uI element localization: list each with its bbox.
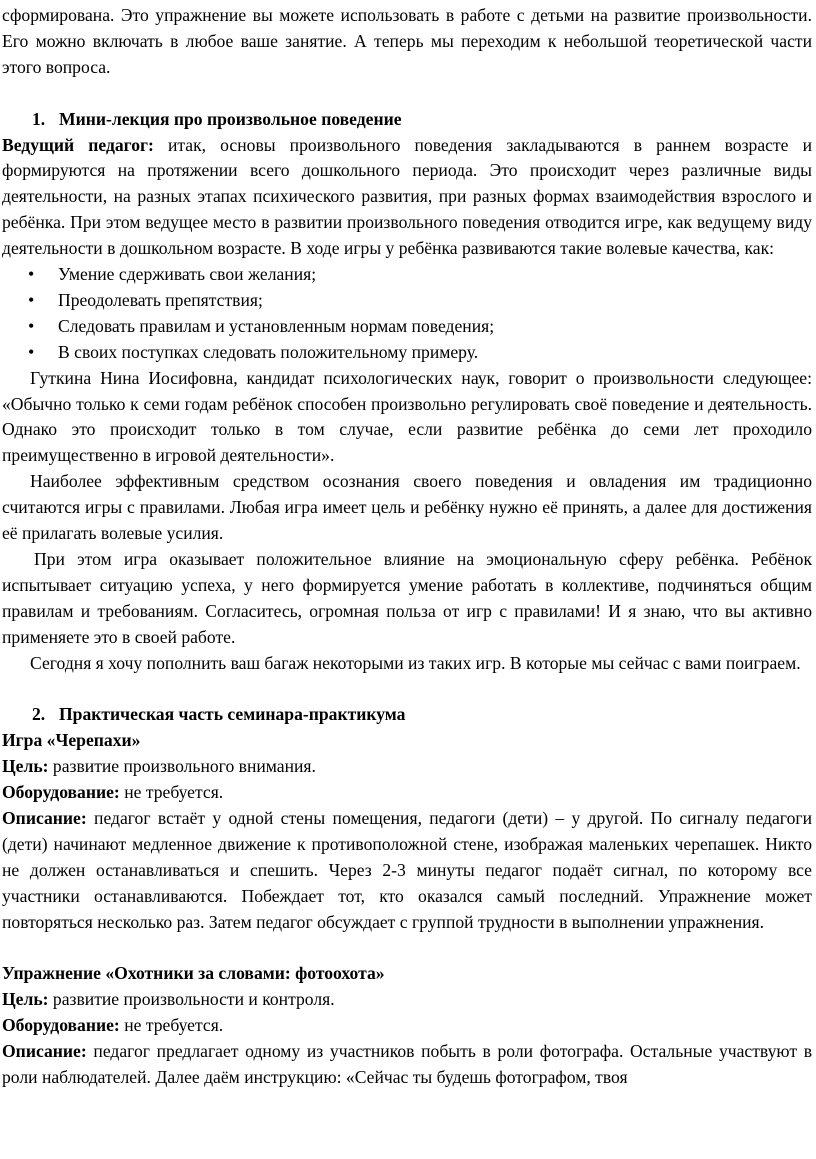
list-item: • Следовать правилам и установленным нормам поведения; [2, 314, 812, 340]
spacer [2, 677, 812, 703]
list-item: • В своих поступках следовать положительному примеру. [2, 340, 812, 366]
lead-paragraph [2, 133, 812, 263]
description-text: педагог встаёт у одной стены помещения, педагоги (дети) – у другой. По сигналу педагоги (дети) начинают медленное движение к противоположной стене, изображая маленьких черепашек. Никто не должен останавливаться и спешить. Через 2-3 минуты педагог подаёт сигнал, по которому все участники останавливаются. Побеждает тот, кто оказался самый последний. Упражнение может повторяться несколько раз. Затем педагог обсуждает с группой трудности в выполнении упражнения. [2, 808, 812, 932]
game-1-goal [2, 754, 812, 780]
equipment-text: не требуется. [119, 782, 224, 803]
game-2-description [2, 1039, 812, 1091]
game-2-title-text: Упражнение «Охотники за словами: фотоохота» [2, 963, 385, 984]
description-text: педагог предлагает одному из участников побыть в роли фотографа. Остальные участвуют в роли наблюдателей. Далее даём инструкцию: «Сейчас ты будешь фотографом, твоя [2, 1041, 812, 1088]
goal-label: Цель: [2, 756, 49, 777]
game-1-description [2, 806, 812, 936]
goal-label: Цель: [2, 989, 49, 1010]
lead-text: итак, основы произвольного поведения закладываются в раннем возрасте и формируются на протяжении всего дошкольного периода. Это происходит через различные виды деятельности, на разных этапах психического развития, при разных формах взаимодействия взрослого и ребёнка. При этом ведущее место в развитии произвольного поведения отводится игре, как ведущему виду деятельности в дошкольном возрасте. В ходе игры у ребёнка развиваются такие волевые качества, как: [2, 134, 812, 259]
today-paragraph: Сегодня я хочу пополнить ваш багаж некоторыми из таких игр. В которые мы сейчас с вами поиграем. [30, 652, 801, 673]
section-2-heading [2, 702, 812, 728]
speaker-label: Ведущий педагог: [2, 134, 154, 155]
game-1-equipment [2, 780, 812, 806]
intro-paragraph: сформирована. Это упражнение вы можете использовать в работе с детьми на развитие произвольности. Его можно включать в любое ваше занятие. А теперь мы переходим к небольшой теоретической части этого вопроса. [2, 5, 812, 77]
section-2-number: 2. [32, 704, 46, 725]
game-2-title [2, 961, 812, 987]
qualities-list [2, 262, 812, 366]
game-2-goal [2, 987, 812, 1013]
document-content [2, 3, 812, 1091]
spacer [2, 936, 812, 962]
list-item: • Преодолевать препятствия; [2, 288, 812, 314]
section-2-title: Практическая часть семинара-практикума [59, 704, 406, 725]
equipment-label: Оборудование: [2, 782, 120, 803]
emotional-sphere-paragraph: При этом игра оказывает положительное влияние на эмоциональную сферу ребёнка. Ребёнок испытывает ситуацию успеха, у него формируется умение работать в коллективе, подчиняться общим правилам и требованиям. Согласитесь, огромная польза от игр с правилами! И я знаю, что вы активно применяете это в своей работе. [2, 549, 812, 647]
section-1-heading [2, 107, 812, 133]
games-with-rules-paragraph: Наиболее эффективным средством осознания своего поведения и овладения им традиционно считаются игры с правилами. Любая игра имеет цель и ребёнку нужно её принять, а далее для достижения её прилагать волевые усилия. [2, 471, 812, 544]
description-label: Описание: [2, 808, 87, 829]
gutkina-quote-paragraph: Гуткина Нина Иосифовна, кандидат психологических наук, говорит о произвольности следующее: «Обычно только к семи годам ребёнок способен произвольно регулировать своё поведение и деятельность. Однако это происходит только в том случае, если развитие ребёнка до семи лет проходило преимущественно в игровой деятельности». [2, 367, 812, 466]
equipment-label: Оборудование: [2, 1015, 120, 1036]
game-1-title-text: Игра «Черепахи» [2, 730, 141, 751]
equipment-text: не требуется. [119, 1015, 224, 1036]
game-1-title [2, 728, 812, 754]
description-label: Описание: [2, 1041, 87, 1062]
game-2-equipment [2, 1013, 812, 1039]
list-item: • Умение сдерживать свои желания; [2, 262, 812, 288]
section-1-number: 1. [32, 108, 46, 129]
goal-text: развитие произвольности и контроля. [48, 989, 335, 1010]
spacer [2, 81, 812, 107]
section-1-title: Мини-лекция про произвольное поведение [59, 108, 402, 129]
goal-text: развитие произвольного внимания. [48, 756, 316, 777]
